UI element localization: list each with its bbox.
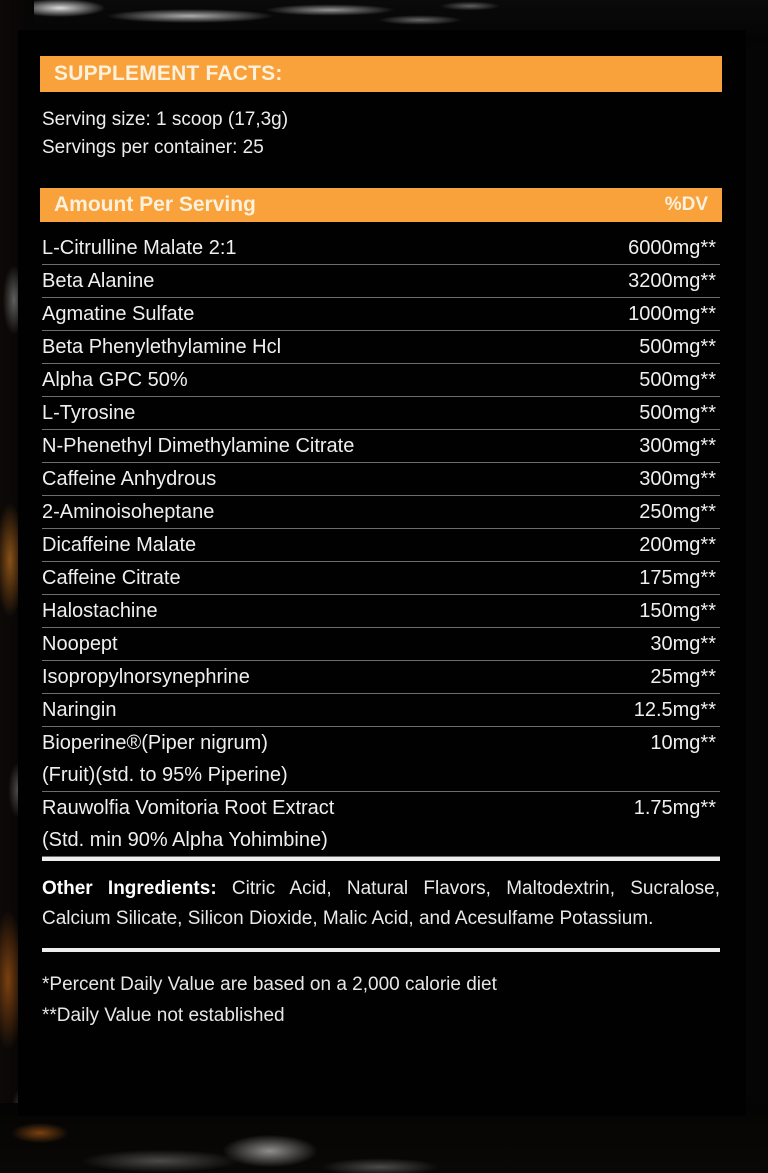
ingredient-amount: 150mg** <box>639 600 716 622</box>
ingredient-amount: 12.5mg** <box>633 699 716 721</box>
table-row <box>42 661 720 694</box>
panel-inner <box>40 30 722 1031</box>
table-row <box>42 397 720 430</box>
ingredient-amount: 1000mg** <box>628 303 716 325</box>
ingredient-name-continuation: (Std. min 90% Alpha Yohimbine) <box>42 829 328 851</box>
ingredient-amount: 6000mg** <box>628 237 716 259</box>
ingredient-name-cell <box>42 265 154 297</box>
serving-info <box>40 106 722 162</box>
supplement-facts-panel <box>18 30 746 1116</box>
servings-per-container-text: Servings per container: 25 <box>42 137 264 158</box>
ingredient-name: Beta Alanine <box>42 270 155 292</box>
ingredient-name: Beta Phenylethylamine Hcl <box>42 336 282 358</box>
ingredient-name-cell <box>42 727 288 791</box>
table-row <box>42 463 720 496</box>
ingredient-name-continuation: (Fruit)(std. to 95% Piperine) <box>42 764 288 786</box>
footnotes <box>40 969 722 1031</box>
other-ingredients-body: Citric Acid, Natural Flavors, Maltodextrin, Sucralose, Calcium Silicate, Silicon Dioxide, Malic Acid, and Acesulfame Potassium. <box>42 878 720 929</box>
ingredient-name: L-Tyrosine <box>42 402 136 424</box>
table-row <box>42 628 720 661</box>
ingredient-amount: 500mg** <box>639 336 716 358</box>
ingredient-amount: 300mg** <box>639 435 716 457</box>
ingredient-name-cell <box>42 694 116 726</box>
ingredient-name: Rauwolfia Vomitoria Root Extract <box>42 797 335 819</box>
ingredient-amount: 3200mg** <box>628 270 716 292</box>
ingredient-name-cell <box>42 232 237 264</box>
amount-per-serving-header-bar <box>40 188 722 222</box>
table-row <box>42 792 720 857</box>
ingredient-name-cell <box>42 364 188 396</box>
table-row <box>42 727 720 792</box>
ingredient-name-cell <box>42 463 216 495</box>
table-bottom-divider <box>42 857 720 861</box>
ingredient-name: Caffeine Citrate <box>42 567 181 589</box>
ingredient-name: N-Phenethyl Dimethylamine Citrate <box>42 435 355 457</box>
table-row <box>42 232 720 265</box>
ingredient-amount: 10mg** <box>650 732 716 754</box>
footnote-daily-value-not-established: **Daily Value not established <box>42 1005 285 1026</box>
table-row <box>42 529 720 562</box>
ingredient-amount: 25mg** <box>650 666 716 688</box>
page-title: SUPPLEMENT FACTS: <box>54 62 283 85</box>
ingredient-amount: 175mg** <box>639 567 716 589</box>
ingredient-name-cell <box>42 430 354 462</box>
ingredient-name-cell <box>42 397 135 429</box>
ingredient-name-cell <box>42 529 196 561</box>
table-row <box>42 364 720 397</box>
ingredient-name: L-Citrulline Malate 2:1 <box>42 237 237 259</box>
ingredient-name: 2-Aminoisoheptane <box>42 501 215 523</box>
ingredient-name: Dicaffeine Malate <box>42 534 197 556</box>
ingredient-name-cell <box>42 496 214 528</box>
table-row <box>42 331 720 364</box>
amount-per-serving-label: Amount Per Serving <box>54 193 256 216</box>
ingredient-amount: 30mg** <box>650 633 716 655</box>
ingredient-amount: 200mg** <box>639 534 716 556</box>
supplement-facts-title-bar <box>40 56 722 92</box>
ingredient-name: Agmatine Sulfate <box>42 303 195 325</box>
other-ingredients-paragraph <box>42 874 720 934</box>
table-row <box>42 265 720 298</box>
ingredient-name: Isopropylnorsynephrine <box>42 666 250 688</box>
percent-dv-label: %DV <box>664 194 708 215</box>
ingredient-name-cell <box>42 792 334 856</box>
ingredient-name-cell <box>42 298 194 330</box>
ingredient-name-cell <box>42 562 181 594</box>
ingredient-amount: 500mg** <box>639 402 716 424</box>
ingredient-amount: 300mg** <box>639 468 716 490</box>
table-row <box>42 430 720 463</box>
table-row <box>42 694 720 727</box>
ingredient-name-cell <box>42 595 158 627</box>
ingredient-amount: 1.75mg** <box>633 797 716 819</box>
ingredient-name: Naringin <box>42 699 117 721</box>
ingredient-name: Noopept <box>42 633 118 655</box>
table-row <box>42 595 720 628</box>
table-row <box>42 562 720 595</box>
ingredient-name: Bioperine®(Piper nigrum) <box>42 732 268 754</box>
ingredient-name-cell <box>42 628 118 660</box>
ingredient-table <box>40 232 722 857</box>
table-row <box>42 298 720 331</box>
other-ingredients-bottom-divider <box>42 948 720 952</box>
ingredient-amount: 250mg** <box>639 501 716 523</box>
table-row <box>42 496 720 529</box>
ingredient-name: Alpha GPC 50% <box>42 369 188 391</box>
ingredient-name-cell <box>42 661 250 693</box>
ingredient-name: Caffeine Anhydrous <box>42 468 217 490</box>
ingredient-name-cell <box>42 331 281 363</box>
serving-size-text: Serving size: 1 scoop (17,3g) <box>42 109 289 130</box>
footnote-percent-daily-value: *Percent Daily Value are based on a 2,000 calorie diet <box>42 974 497 995</box>
other-ingredients-label: Other Ingredients: <box>42 878 217 899</box>
ingredient-amount: 500mg** <box>639 369 716 391</box>
ingredient-name: Halostachine <box>42 600 158 622</box>
